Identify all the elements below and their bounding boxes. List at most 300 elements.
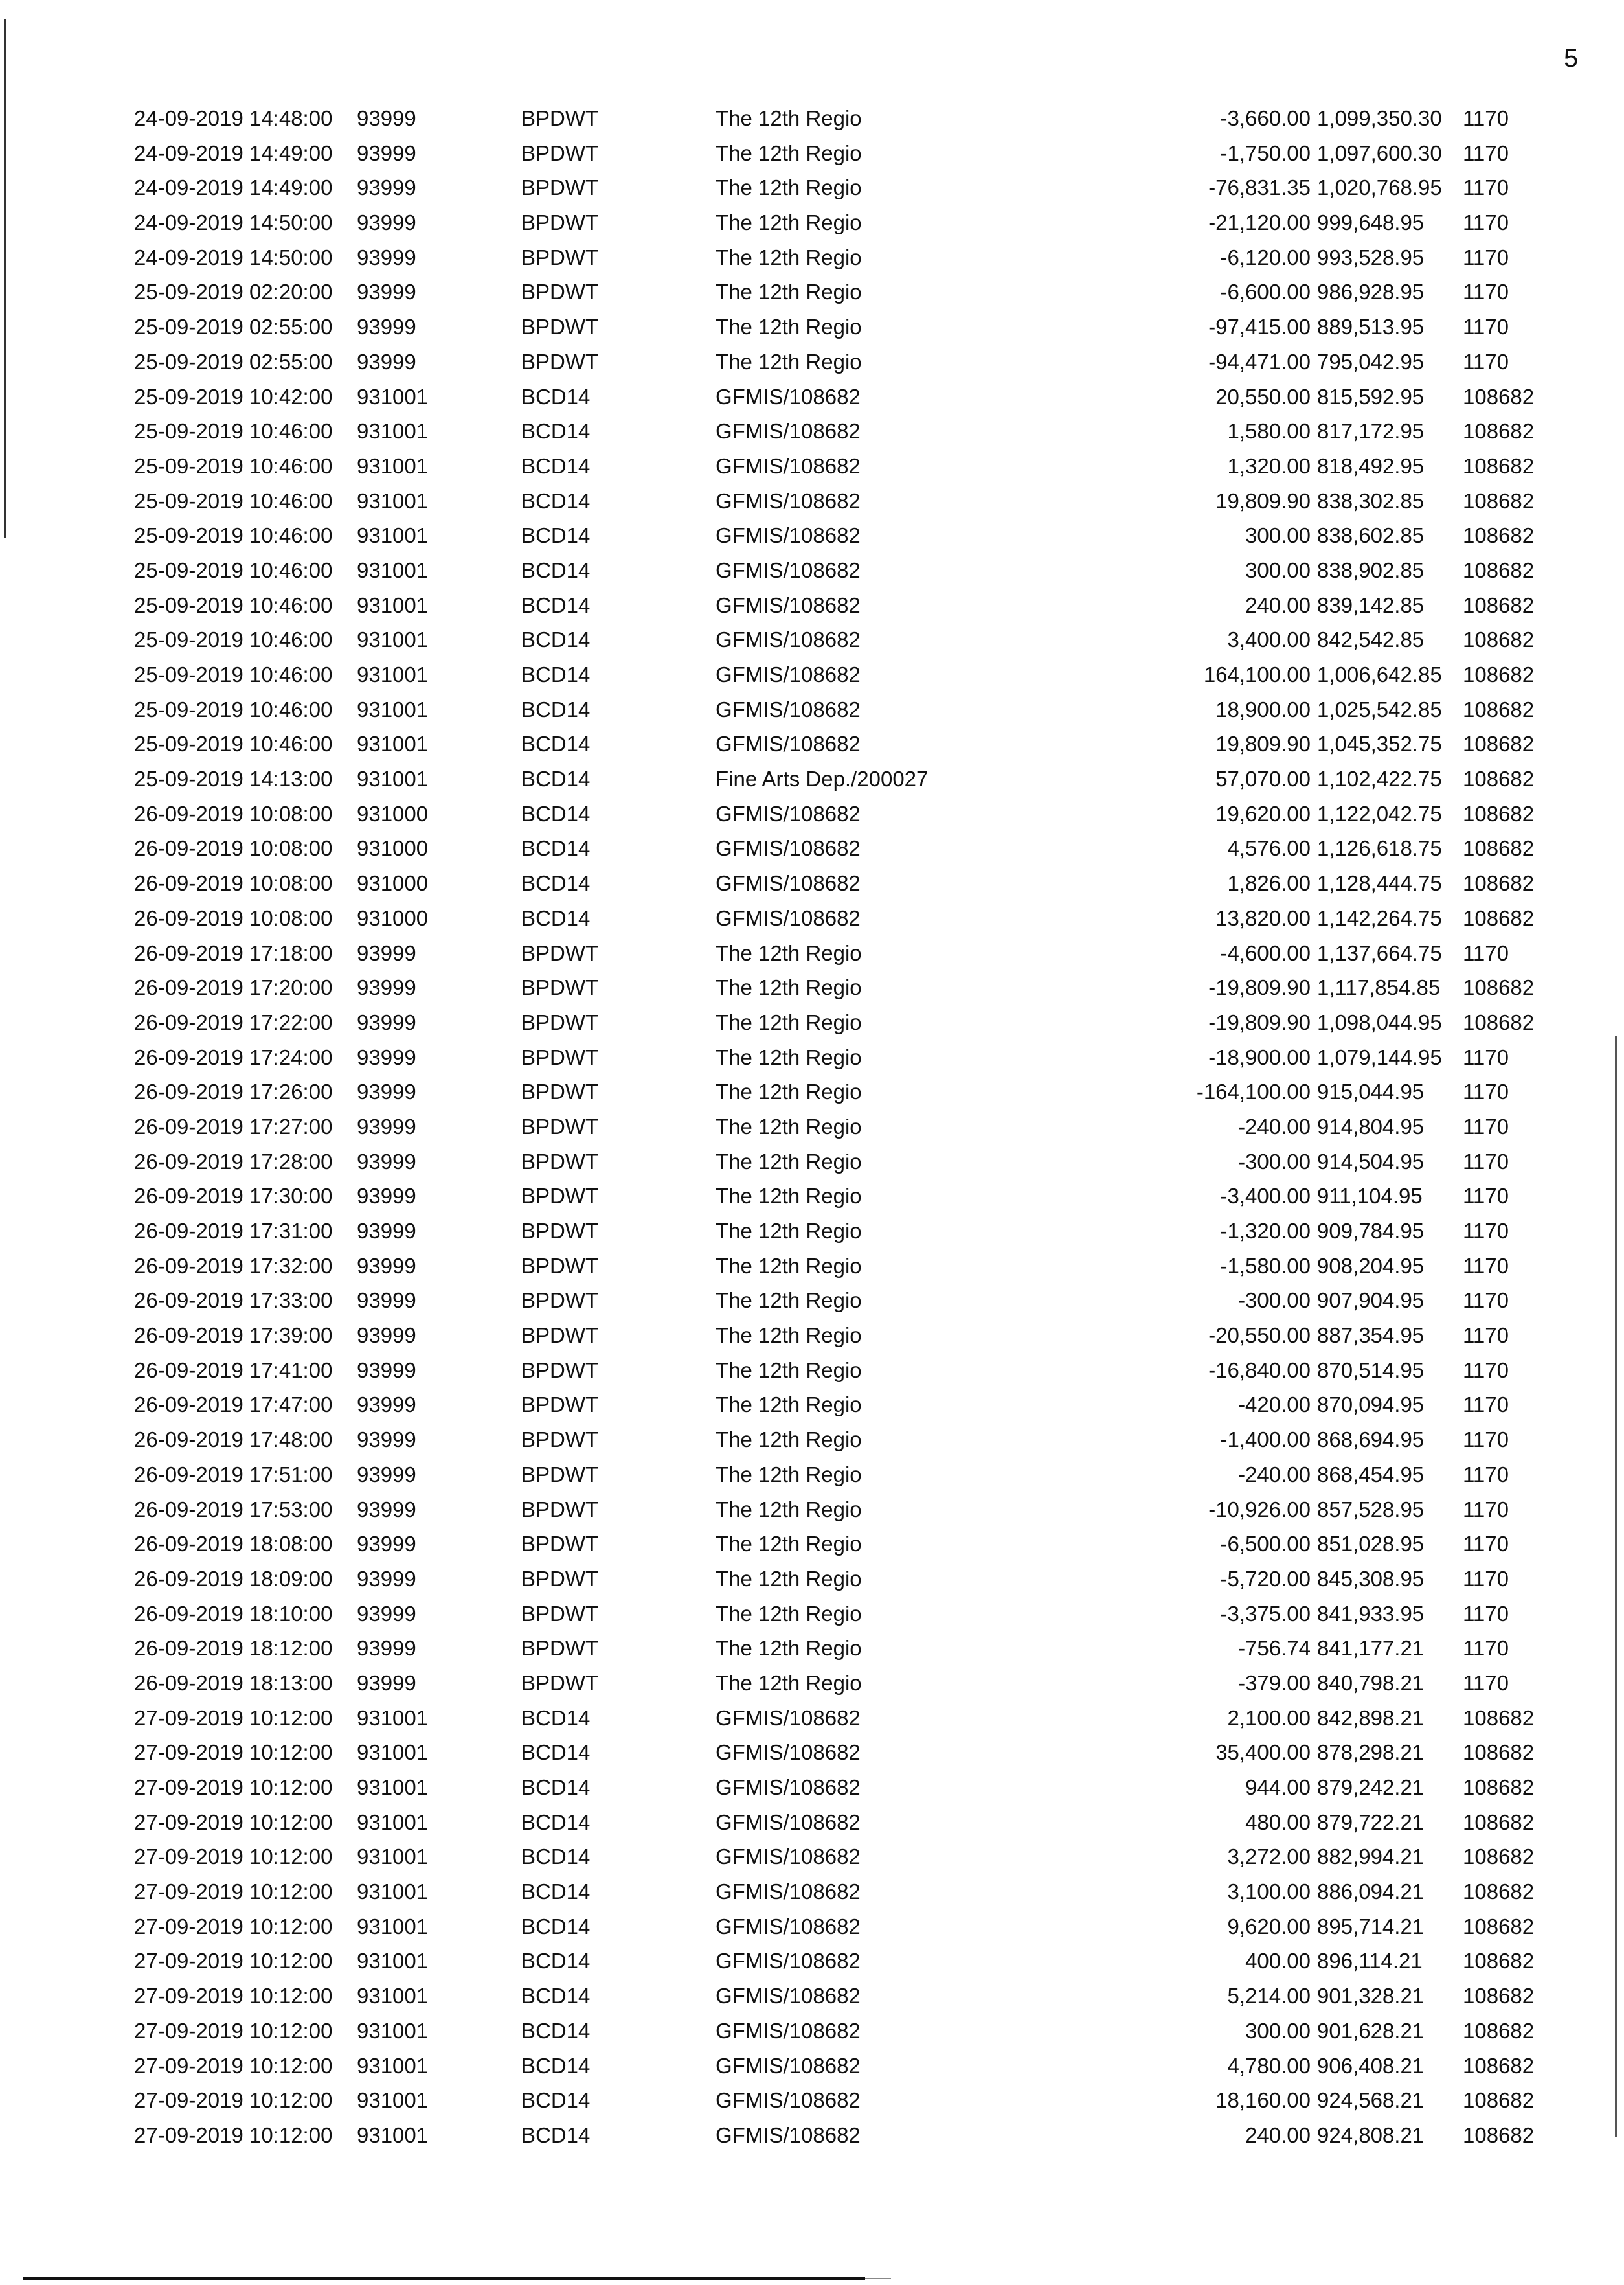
running-balance: 818,492.95 xyxy=(1317,453,1425,478)
transaction-code: 93999 xyxy=(357,1010,416,1034)
running-balance: 870,094.95 xyxy=(1317,1393,1425,1417)
running-balance: 1,025,542.85 xyxy=(1317,697,1442,722)
transaction-description: GFMIS/108682 xyxy=(716,628,861,652)
transaction-amount: -300.00 xyxy=(1238,1288,1311,1313)
reference-number: 1170 xyxy=(1463,1566,1509,1591)
running-balance: 1,126,618.75 xyxy=(1317,836,1442,861)
transaction-description: The 12th Regio xyxy=(716,1045,862,1069)
table-row xyxy=(0,1770,1624,1805)
running-balance: 924,568.21 xyxy=(1317,2088,1425,2113)
running-balance: 815,592.95 xyxy=(1317,384,1425,409)
transaction-description: GFMIS/108682 xyxy=(716,453,861,478)
table-row xyxy=(0,1492,1624,1527)
transaction-date: 26-09-2019 10:08:00 xyxy=(134,905,333,930)
transaction-description: GFMIS/108682 xyxy=(716,558,861,582)
reference-number: 108682 xyxy=(1463,2053,1535,2078)
transaction-date: 25-09-2019 10:42:00 xyxy=(134,384,333,409)
transaction-code: 93999 xyxy=(357,1393,416,1417)
reference-number: 1170 xyxy=(1463,349,1509,374)
running-balance: 868,454.95 xyxy=(1317,1462,1425,1486)
transaction-type: BCD14 xyxy=(521,801,591,826)
transaction-code: 93999 xyxy=(357,349,416,374)
transaction-description: GFMIS/108682 xyxy=(716,905,861,930)
table-row xyxy=(0,553,1624,588)
transaction-code: 93999 xyxy=(357,1566,416,1591)
transaction-amount: 300.00 xyxy=(1245,558,1311,582)
transaction-code: 93999 xyxy=(357,1288,416,1313)
table-row xyxy=(0,1562,1624,1597)
transaction-amount: -1,580.00 xyxy=(1220,1253,1311,1278)
transaction-code: 931001 xyxy=(357,384,429,409)
running-balance: 1,020,768.95 xyxy=(1317,176,1442,200)
transaction-description: The 12th Regio xyxy=(716,1497,862,1521)
transaction-date: 25-09-2019 10:46:00 xyxy=(134,558,333,582)
transaction-description: The 12th Regio xyxy=(716,280,862,304)
transaction-description: The 12th Regio xyxy=(716,1636,862,1661)
transaction-description: The 12th Regio xyxy=(716,1358,862,1382)
transaction-amount: -6,600.00 xyxy=(1220,280,1311,304)
transaction-type: BCD14 xyxy=(521,2122,591,2147)
table-row xyxy=(0,588,1624,623)
transaction-amount: 2,100.00 xyxy=(1227,1705,1311,1730)
transaction-amount: -5,720.00 xyxy=(1220,1566,1311,1591)
transaction-description: The 12th Regio xyxy=(716,349,862,374)
transaction-amount: 9,620.00 xyxy=(1227,1914,1311,1938)
table-row xyxy=(0,101,1624,136)
reference-number: 1170 xyxy=(1463,1601,1509,1626)
transaction-description: GFMIS/108682 xyxy=(716,1705,861,1730)
transaction-type: BCD14 xyxy=(521,1705,591,1730)
transaction-date: 26-09-2019 17:20:00 xyxy=(134,975,333,1000)
reference-number: 108682 xyxy=(1463,488,1535,513)
transaction-type: BCD14 xyxy=(521,1775,591,1799)
table-row xyxy=(0,1666,1624,1701)
running-balance: 879,242.21 xyxy=(1317,1775,1425,1799)
running-balance: 1,137,664.75 xyxy=(1317,940,1442,965)
table-row xyxy=(0,936,1624,971)
transaction-type: BCD14 xyxy=(521,488,591,513)
reference-number: 108682 xyxy=(1463,1705,1535,1730)
transaction-type: BCD14 xyxy=(521,419,591,444)
table-row xyxy=(0,657,1624,692)
transaction-code: 93999 xyxy=(357,1184,416,1209)
transaction-date: 27-09-2019 10:12:00 xyxy=(134,1775,333,1799)
transaction-type: BPDWT xyxy=(521,1219,599,1243)
transaction-date: 24-09-2019 14:49:00 xyxy=(134,141,333,165)
running-balance: 889,513.95 xyxy=(1317,315,1425,339)
transaction-type: BCD14 xyxy=(521,767,591,791)
running-balance: 986,928.95 xyxy=(1317,280,1425,304)
transaction-amount: 18,160.00 xyxy=(1215,2088,1311,2113)
transaction-date: 27-09-2019 10:12:00 xyxy=(134,1740,333,1765)
transaction-type: BPDWT xyxy=(521,1532,599,1556)
transaction-description: GFMIS/108682 xyxy=(716,384,861,409)
running-balance: 879,722.21 xyxy=(1317,1810,1425,1834)
transaction-description: GFMIS/108682 xyxy=(716,2053,861,2078)
running-balance: 1,122,042.75 xyxy=(1317,801,1442,826)
transaction-description: GFMIS/108682 xyxy=(716,1845,861,1869)
transaction-type: BPDWT xyxy=(521,141,599,165)
table-row xyxy=(0,727,1624,762)
transaction-date: 25-09-2019 02:55:00 xyxy=(134,349,333,374)
table-row xyxy=(0,866,1624,901)
table-row xyxy=(0,518,1624,553)
transaction-date: 26-09-2019 17:30:00 xyxy=(134,1184,333,1209)
transaction-amount: 19,809.90 xyxy=(1215,488,1311,513)
running-balance: 1,128,444.75 xyxy=(1317,871,1442,896)
reference-number: 108682 xyxy=(1463,767,1535,791)
reference-number: 108682 xyxy=(1463,836,1535,861)
transaction-type: BPDWT xyxy=(521,245,599,269)
transaction-code: 931001 xyxy=(357,663,429,687)
transaction-amount: -240.00 xyxy=(1238,1114,1311,1139)
transaction-type: BPDWT xyxy=(521,1427,599,1452)
reference-number: 1170 xyxy=(1463,940,1509,965)
transaction-type: BCD14 xyxy=(521,593,591,617)
transaction-amount: -3,660.00 xyxy=(1220,106,1311,130)
transaction-code: 931000 xyxy=(357,836,429,861)
transaction-code: 93999 xyxy=(357,1532,416,1556)
transaction-date: 24-09-2019 14:50:00 xyxy=(134,210,333,235)
transaction-date: 27-09-2019 10:12:00 xyxy=(134,1914,333,1938)
running-balance: 1,102,422.75 xyxy=(1317,767,1442,791)
reference-number: 108682 xyxy=(1463,1740,1535,1765)
transaction-code: 931001 xyxy=(357,523,429,548)
transaction-code: 931001 xyxy=(357,1705,429,1730)
running-balance: 906,408.21 xyxy=(1317,2053,1425,2078)
table-row xyxy=(0,380,1624,415)
running-balance: 1,117,854.85 xyxy=(1317,975,1441,1000)
transaction-amount: -6,120.00 xyxy=(1220,245,1311,269)
transaction-type: BPDWT xyxy=(521,1184,599,1209)
transaction-date: 27-09-2019 10:12:00 xyxy=(134,1810,333,1834)
transaction-code: 93999 xyxy=(357,1080,416,1104)
transaction-description: The 12th Regio xyxy=(716,1532,862,1556)
transaction-type: BCD14 xyxy=(521,905,591,930)
transaction-description: The 12th Regio xyxy=(716,1566,862,1591)
transaction-type: BPDWT xyxy=(521,1670,599,1695)
running-balance: 887,354.95 xyxy=(1317,1323,1425,1348)
transaction-date: 26-09-2019 17:28:00 xyxy=(134,1149,333,1174)
table-row xyxy=(0,970,1624,1005)
transaction-description: The 12th Regio xyxy=(716,245,862,269)
transaction-amount: -1,400.00 xyxy=(1220,1427,1311,1452)
transaction-description: GFMIS/108682 xyxy=(716,1880,861,1904)
running-balance: 857,528.95 xyxy=(1317,1497,1425,1521)
transaction-date: 25-09-2019 10:46:00 xyxy=(134,628,333,652)
footer-rule-faint xyxy=(865,2278,891,2279)
transaction-description: GFMIS/108682 xyxy=(716,2122,861,2147)
table-row xyxy=(0,1040,1624,1075)
transaction-description: GFMIS/108682 xyxy=(716,1914,861,1938)
table-row xyxy=(0,1318,1624,1353)
running-balance: 914,504.95 xyxy=(1317,1149,1425,1174)
reference-number: 1170 xyxy=(1463,141,1509,165)
transaction-amount: -1,750.00 xyxy=(1220,141,1311,165)
transaction-date: 26-09-2019 17:31:00 xyxy=(134,1219,333,1243)
reference-number: 108682 xyxy=(1463,1949,1535,1973)
transaction-amount: 300.00 xyxy=(1245,523,1311,548)
transaction-code: 931001 xyxy=(357,1984,429,2008)
transaction-code: 93999 xyxy=(357,1427,416,1452)
transaction-date: 26-09-2019 17:51:00 xyxy=(134,1462,333,1486)
reference-number: 1170 xyxy=(1463,1253,1509,1278)
table-row xyxy=(0,205,1624,240)
reference-number: 1170 xyxy=(1463,1532,1509,1556)
transaction-type: BPDWT xyxy=(521,1010,599,1034)
reference-number: 108682 xyxy=(1463,558,1535,582)
reference-number: 108682 xyxy=(1463,2122,1535,2147)
transaction-code: 93999 xyxy=(357,1114,416,1139)
transaction-description: The 12th Regio xyxy=(716,1184,862,1209)
table-row xyxy=(0,136,1624,171)
transaction-type: BPDWT xyxy=(521,1045,599,1069)
transaction-code: 93999 xyxy=(357,1149,416,1174)
transaction-date: 26-09-2019 17:18:00 xyxy=(134,940,333,965)
running-balance: 841,933.95 xyxy=(1317,1601,1425,1626)
transaction-amount: 35,400.00 xyxy=(1215,1740,1311,1765)
running-balance: 1,045,352.75 xyxy=(1317,732,1442,756)
running-balance: 886,094.21 xyxy=(1317,1880,1425,1904)
reference-number: 108682 xyxy=(1463,1010,1535,1034)
transaction-date: 25-09-2019 10:46:00 xyxy=(134,732,333,756)
reference-number: 108682 xyxy=(1463,1914,1535,1938)
transaction-date: 27-09-2019 10:12:00 xyxy=(134,2053,333,2078)
reference-number: 1170 xyxy=(1463,1219,1509,1243)
running-balance: 909,784.95 xyxy=(1317,1219,1425,1243)
transaction-date: 26-09-2019 10:08:00 xyxy=(134,801,333,826)
transaction-date: 25-09-2019 10:46:00 xyxy=(134,419,333,444)
transaction-type: BPDWT xyxy=(521,106,599,130)
transaction-code: 931000 xyxy=(357,905,429,930)
transaction-amount: -3,400.00 xyxy=(1220,1184,1311,1209)
transaction-date: 25-09-2019 10:46:00 xyxy=(134,697,333,722)
transaction-type: BCD14 xyxy=(521,697,591,722)
transaction-type: BPDWT xyxy=(521,315,599,339)
reference-number: 108682 xyxy=(1463,663,1535,687)
running-balance: 838,602.85 xyxy=(1317,523,1425,548)
running-balance: 1,099,350.30 xyxy=(1317,106,1442,130)
transaction-description: GFMIS/108682 xyxy=(716,1740,861,1765)
transaction-type: BPDWT xyxy=(521,349,599,374)
table-row xyxy=(0,1944,1624,1979)
running-balance: 878,298.21 xyxy=(1317,1740,1425,1765)
transaction-amount: 1,320.00 xyxy=(1227,453,1311,478)
table-row xyxy=(0,414,1624,449)
reference-number: 108682 xyxy=(1463,975,1535,1000)
transaction-amount: -18,900.00 xyxy=(1208,1045,1311,1069)
transaction-type: BPDWT xyxy=(521,1080,599,1104)
transaction-code: 93999 xyxy=(357,315,416,339)
reference-number: 108682 xyxy=(1463,1880,1535,1904)
transaction-type: BCD14 xyxy=(521,1810,591,1834)
reference-number: 1170 xyxy=(1463,1636,1509,1661)
table-row xyxy=(0,1387,1624,1422)
transaction-amount: 19,620.00 xyxy=(1215,801,1311,826)
transaction-code: 93999 xyxy=(357,1462,416,1486)
transaction-description: GFMIS/108682 xyxy=(716,593,861,617)
running-balance: 882,994.21 xyxy=(1317,1845,1425,1869)
transaction-description: The 12th Regio xyxy=(716,940,862,965)
transaction-code: 931001 xyxy=(357,2122,429,2147)
transaction-type: BPDWT xyxy=(521,1253,599,1278)
transaction-code: 93999 xyxy=(357,940,416,965)
reference-number: 1170 xyxy=(1463,315,1509,339)
transaction-amount: 18,900.00 xyxy=(1215,697,1311,722)
transaction-description: The 12th Regio xyxy=(716,975,862,1000)
transaction-amount: 57,070.00 xyxy=(1215,767,1311,791)
transaction-description: GFMIS/108682 xyxy=(716,871,861,896)
transaction-code: 931001 xyxy=(357,767,429,791)
transaction-type: BCD14 xyxy=(521,384,591,409)
table-row xyxy=(0,1701,1624,1736)
transaction-code: 93999 xyxy=(357,1358,416,1382)
reference-number: 108682 xyxy=(1463,1775,1535,1799)
transaction-amount: 3,400.00 xyxy=(1227,628,1311,652)
reference-number: 1170 xyxy=(1463,1462,1509,1486)
table-row xyxy=(0,1144,1624,1179)
transaction-type: BPDWT xyxy=(521,1393,599,1417)
transaction-date: 26-09-2019 18:10:00 xyxy=(134,1601,333,1626)
transaction-description: The 12th Regio xyxy=(716,315,862,339)
transaction-date: 27-09-2019 10:12:00 xyxy=(134,1845,333,1869)
reference-number: 108682 xyxy=(1463,419,1535,444)
transaction-date: 27-09-2019 10:12:00 xyxy=(134,1705,333,1730)
transaction-date: 27-09-2019 10:12:00 xyxy=(134,2122,333,2147)
running-balance: 841,177.21 xyxy=(1317,1636,1425,1661)
transaction-description: GFMIS/108682 xyxy=(716,488,861,513)
transaction-amount: 240.00 xyxy=(1245,593,1311,617)
reference-number: 108682 xyxy=(1463,1984,1535,2008)
transaction-type: BCD14 xyxy=(521,732,591,756)
transaction-description: GFMIS/108682 xyxy=(716,836,861,861)
transaction-type: BPDWT xyxy=(521,1462,599,1486)
transaction-date: 26-09-2019 17:39:00 xyxy=(134,1323,333,1348)
transaction-type: BPDWT xyxy=(521,1323,599,1348)
transaction-amount: 1,826.00 xyxy=(1227,871,1311,896)
transaction-type: BPDWT xyxy=(521,210,599,235)
transaction-date: 25-09-2019 10:46:00 xyxy=(134,453,333,478)
transaction-type: BCD14 xyxy=(521,1880,591,1904)
transaction-type: BCD14 xyxy=(521,2088,591,2113)
transaction-amount: 19,809.90 xyxy=(1215,732,1311,756)
transaction-amount: 240.00 xyxy=(1245,2122,1311,2147)
transaction-amount: 5,214.00 xyxy=(1227,1984,1311,2008)
table-row xyxy=(0,1214,1624,1249)
running-balance: 901,628.21 xyxy=(1317,2018,1425,2043)
transaction-amount: -76,831.35 xyxy=(1208,176,1311,200)
running-balance: 1,098,044.95 xyxy=(1317,1010,1442,1034)
transaction-date: 26-09-2019 10:08:00 xyxy=(134,871,333,896)
reference-number: 108682 xyxy=(1463,523,1535,548)
table-row xyxy=(0,1005,1624,1040)
transaction-date: 25-09-2019 10:46:00 xyxy=(134,593,333,617)
reference-number: 108682 xyxy=(1463,2018,1535,2043)
transaction-description: Fine Arts Dep./200027 xyxy=(716,767,929,791)
transaction-code: 931001 xyxy=(357,593,429,617)
transaction-description: The 12th Regio xyxy=(716,1010,862,1034)
transaction-code: 93999 xyxy=(357,106,416,130)
transaction-amount: -16,840.00 xyxy=(1208,1358,1311,1382)
transaction-code: 931000 xyxy=(357,871,429,896)
transaction-description: GFMIS/108682 xyxy=(716,1984,861,2008)
transaction-code: 931001 xyxy=(357,697,429,722)
transaction-code: 93999 xyxy=(357,1045,416,1069)
running-balance: 1,142,264.75 xyxy=(1317,905,1442,930)
table-row xyxy=(0,1179,1624,1214)
transaction-amount: -10,926.00 xyxy=(1208,1497,1311,1521)
table-row xyxy=(0,1735,1624,1770)
transaction-amount: -420.00 xyxy=(1238,1393,1311,1417)
running-balance: 868,694.95 xyxy=(1317,1427,1425,1452)
transaction-amount: 4,576.00 xyxy=(1227,836,1311,861)
transaction-description: GFMIS/108682 xyxy=(716,1949,861,1973)
running-balance: 908,204.95 xyxy=(1317,1253,1425,1278)
running-balance: 851,028.95 xyxy=(1317,1532,1425,1556)
transaction-date: 26-09-2019 18:12:00 xyxy=(134,1636,333,1661)
running-balance: 999,648.95 xyxy=(1317,210,1425,235)
table-row xyxy=(0,1805,1624,1840)
transaction-description: The 12th Regio xyxy=(716,1114,862,1139)
transaction-description: The 12th Regio xyxy=(716,1288,862,1313)
table-row xyxy=(0,449,1624,484)
reference-number: 108682 xyxy=(1463,384,1535,409)
transaction-description: GFMIS/108682 xyxy=(716,663,861,687)
transaction-code: 93999 xyxy=(357,176,416,200)
table-row xyxy=(0,170,1624,205)
table-row xyxy=(0,1249,1624,1284)
transaction-type: BPDWT xyxy=(521,975,599,1000)
reference-number: 1170 xyxy=(1463,1427,1509,1452)
table-row xyxy=(0,901,1624,936)
running-balance: 1,006,642.85 xyxy=(1317,663,1442,687)
table-row xyxy=(0,1109,1624,1144)
running-balance: 993,528.95 xyxy=(1317,245,1425,269)
transaction-date: 26-09-2019 18:09:00 xyxy=(134,1566,333,1591)
running-balance: 840,798.21 xyxy=(1317,1670,1425,1695)
transaction-amount: 3,100.00 xyxy=(1227,1880,1311,1904)
table-row xyxy=(0,275,1624,310)
transaction-type: BPDWT xyxy=(521,1601,599,1626)
transaction-description: The 12th Regio xyxy=(716,1670,862,1695)
transaction-code: 93999 xyxy=(357,1670,416,1695)
transaction-table xyxy=(0,101,1624,2153)
footer-rule xyxy=(23,2277,865,2280)
table-row xyxy=(0,2014,1624,2049)
reference-number: 1170 xyxy=(1463,1149,1509,1174)
running-balance: 1,079,144.95 xyxy=(1317,1045,1442,1069)
running-balance: 842,542.85 xyxy=(1317,628,1425,652)
transaction-description: The 12th Regio xyxy=(716,1393,862,1417)
table-row xyxy=(0,622,1624,657)
table-row xyxy=(0,1839,1624,1874)
transaction-amount: -3,375.00 xyxy=(1220,1601,1311,1626)
transaction-amount: -1,320.00 xyxy=(1220,1219,1311,1243)
running-balance: 842,898.21 xyxy=(1317,1705,1425,1730)
transaction-amount: -97,415.00 xyxy=(1208,315,1311,339)
transaction-type: BPDWT xyxy=(521,1358,599,1382)
transaction-date: 26-09-2019 17:27:00 xyxy=(134,1114,333,1139)
reference-number: 1170 xyxy=(1463,245,1509,269)
transaction-code: 93999 xyxy=(357,1636,416,1661)
transaction-type: BPDWT xyxy=(521,1288,599,1313)
transaction-date: 26-09-2019 17:47:00 xyxy=(134,1393,333,1417)
transaction-description: The 12th Regio xyxy=(716,1462,862,1486)
transaction-date: 26-09-2019 17:41:00 xyxy=(134,1358,333,1382)
transaction-code: 931001 xyxy=(357,1914,429,1938)
transaction-code: 931001 xyxy=(357,558,429,582)
running-balance: 911,104.95 xyxy=(1317,1184,1423,1209)
